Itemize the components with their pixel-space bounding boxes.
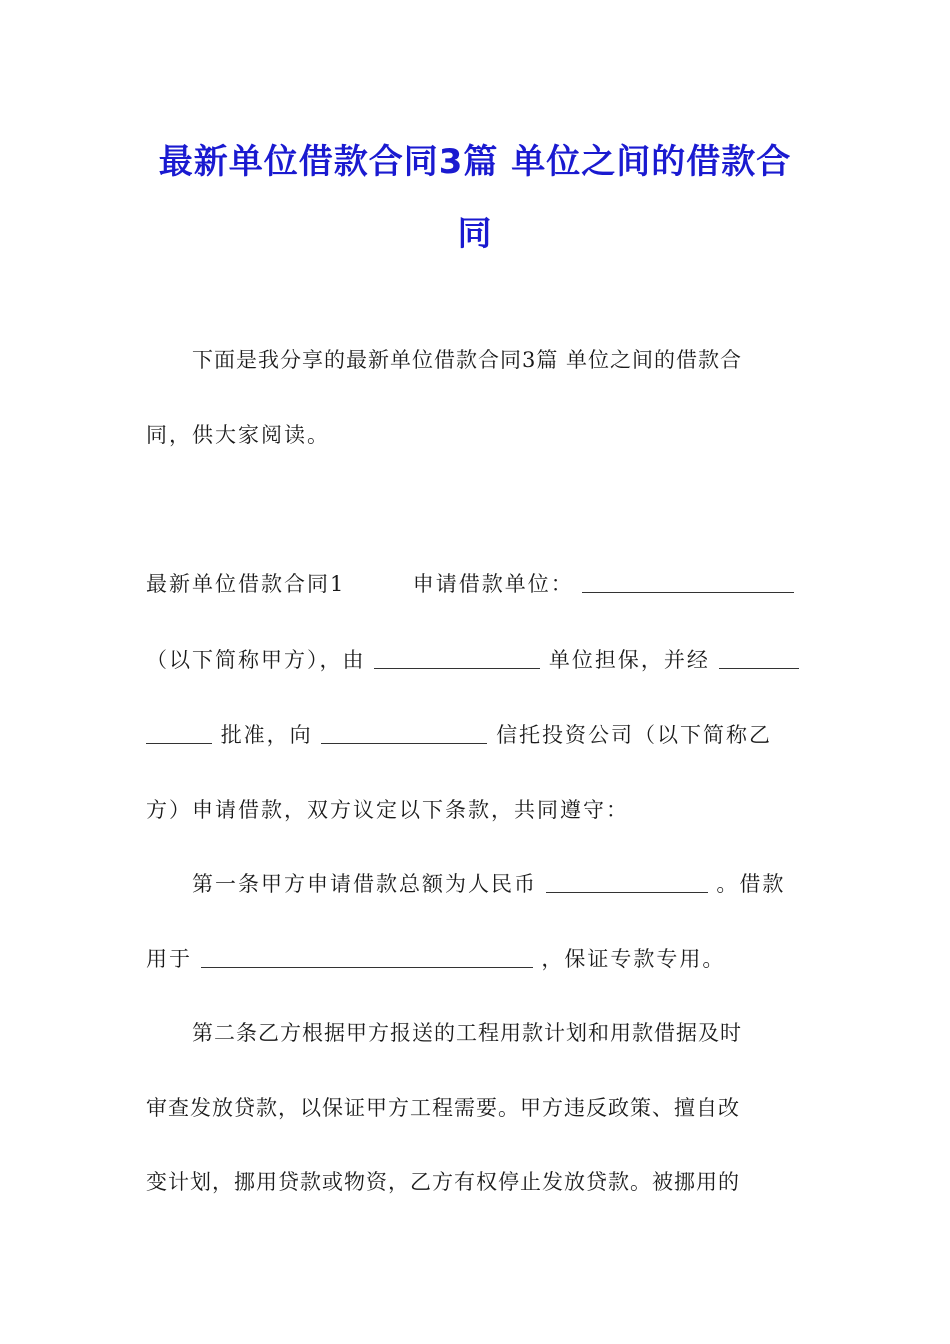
article-2-line-1: 第二条乙方根据甲方报送的工程用款计划和用款借据及时	[192, 1021, 742, 1045]
article-1-part-d: ，保证专款专用。	[541, 947, 726, 971]
contract-heading: 最新单位借款合同1	[146, 572, 346, 596]
applicant-blank	[582, 572, 794, 593]
contract-line-2	[146, 645, 799, 675]
applicant-label: 申请借款单位：	[412, 572, 574, 596]
intro-line-2: 同，供大家阅读。	[146, 423, 330, 447]
article-2-line-3: 变计划，挪用贷款或物资，乙方有权停止发放贷款。被挪用的	[146, 1170, 740, 1194]
article-2-line-2: 审查发放贷款，以保证甲方工程需要。甲方违反政策、擅自改	[146, 1096, 740, 1120]
approver-blank-end	[146, 723, 212, 744]
article-1-line-2	[146, 944, 725, 974]
contract-line-3-part-b: 信托投资公司（以下简称乙	[496, 723, 773, 747]
approver-blank-start	[719, 648, 799, 669]
contract-heading-line	[146, 569, 794, 599]
loan-amount-blank	[546, 872, 708, 893]
contract-line-2-part-a: （以下简称甲方），由	[146, 648, 366, 672]
contract-line-3-part-a: 批准，向	[220, 723, 313, 747]
document-title-line-1: 最新单位借款合同3篇 单位之间的借款合	[158, 142, 792, 182]
document-title-line-2: 同	[457, 214, 493, 254]
trust-company-blank	[321, 723, 487, 744]
contract-line-2-part-b: 单位担保，并经	[548, 648, 710, 672]
intro-line-1: 下面是我分享的最新单位借款合同3篇 单位之间的借款合	[192, 348, 743, 372]
article-1-part-a: 第一条甲方申请借款总额为人民币	[192, 872, 537, 896]
contract-line-3	[146, 720, 772, 750]
contract-line-4: 方）申请借款，双方议定以下条款，共同遵守：	[146, 798, 629, 822]
guarantor-blank	[374, 648, 540, 669]
article-1-line-1	[192, 869, 785, 899]
loan-purpose-blank	[201, 947, 533, 968]
article-1-part-c: 用于	[146, 947, 192, 971]
article-1-part-b: 。借款	[716, 872, 786, 896]
